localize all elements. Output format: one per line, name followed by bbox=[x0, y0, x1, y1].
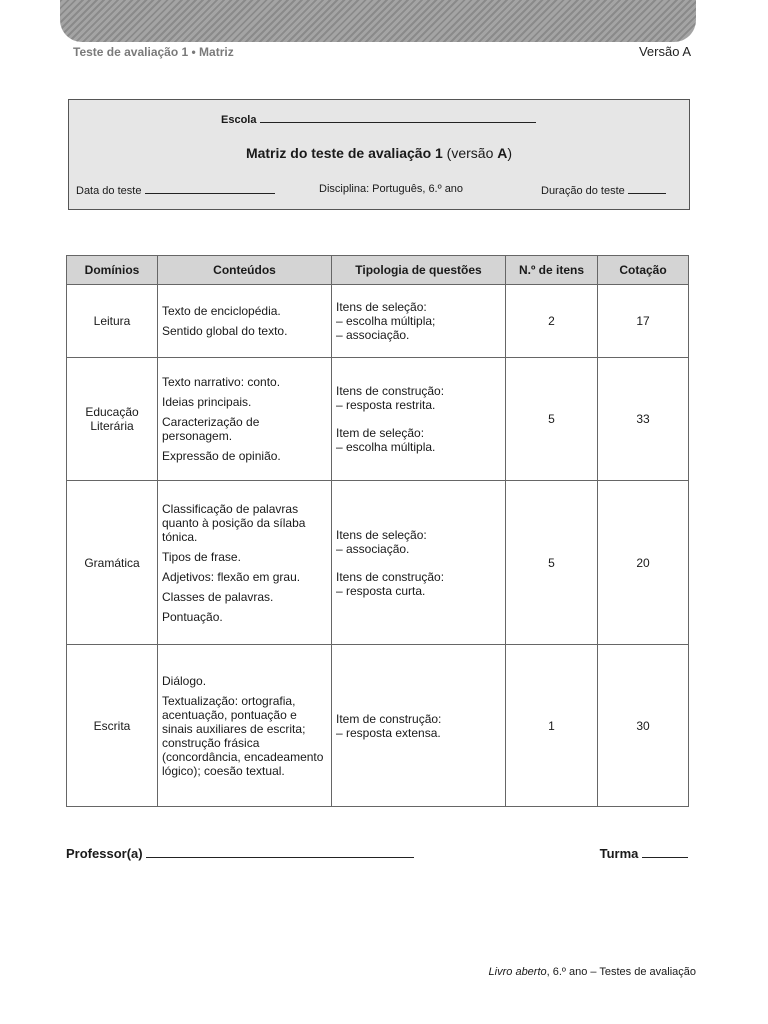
test-matrix-table bbox=[66, 255, 689, 807]
teacher-label: Professor(a) bbox=[66, 846, 143, 861]
typology-line: Item de construção: bbox=[336, 711, 442, 726]
matrix-title-open: (versão bbox=[442, 145, 498, 161]
class-blank-line bbox=[642, 847, 688, 858]
domain-cell: Escrita bbox=[67, 645, 158, 807]
typology-line: – resposta restrita. bbox=[336, 398, 436, 412]
running-head: Teste de avaliação 1 • Matriz bbox=[73, 45, 234, 59]
matrix-title-main: Matriz do teste de avaliação 1 bbox=[245, 145, 443, 161]
class-label: Turma bbox=[599, 846, 639, 861]
typology-line: – associação. bbox=[336, 328, 410, 342]
header-domains: Domínios bbox=[67, 256, 158, 285]
typology-block bbox=[336, 426, 501, 454]
class-field bbox=[600, 846, 688, 861]
school-label: Escola bbox=[221, 114, 257, 126]
typology-cell bbox=[332, 481, 506, 645]
version-label: Versão A bbox=[638, 44, 691, 59]
discipline-text: Disciplina: Português, 6.º ano bbox=[319, 183, 464, 195]
school-field bbox=[221, 112, 536, 126]
test-date-blank-line bbox=[145, 183, 275, 194]
matrix-title bbox=[69, 145, 689, 161]
typology-block bbox=[336, 570, 501, 598]
typology-line: Itens de construção: bbox=[336, 384, 445, 398]
score-cell: 20 bbox=[598, 481, 689, 645]
test-duration-label: Duração do teste bbox=[541, 185, 625, 197]
test-duration-blank-line bbox=[628, 183, 666, 194]
book-subtitle: , 6.º ano – Testes de avaliação bbox=[546, 966, 696, 978]
typology-block bbox=[336, 712, 501, 740]
book-credit bbox=[489, 966, 696, 978]
header-question-typology: Tipologia de questões bbox=[332, 256, 506, 285]
content-item: Texto narrativo: conto. bbox=[162, 375, 281, 389]
item-count-cell: 5 bbox=[506, 481, 598, 645]
score-cell: 33 bbox=[598, 358, 689, 481]
content-item: Pontuação. bbox=[162, 609, 223, 624]
content-item: Texto de enciclopédia. bbox=[162, 304, 281, 318]
typology-cell bbox=[332, 285, 506, 358]
header-item-count: N.º de itens bbox=[506, 256, 598, 285]
matrix-title-close: ) bbox=[507, 145, 513, 161]
contents-cell bbox=[158, 481, 332, 645]
school-blank-line bbox=[260, 112, 536, 123]
decorative-banner bbox=[60, 0, 696, 42]
contents-cell bbox=[158, 285, 332, 358]
content-item: Caracterização de personagem. bbox=[162, 415, 260, 443]
table-row-educacao-literaria bbox=[67, 358, 689, 481]
typology-block bbox=[336, 384, 501, 412]
contents-cell bbox=[158, 358, 332, 481]
typology-block bbox=[336, 528, 501, 556]
teacher-blank-line bbox=[146, 847, 414, 858]
contents-cell bbox=[158, 645, 332, 807]
test-header-box bbox=[68, 99, 690, 210]
content-item: Expressão de opinião. bbox=[162, 449, 281, 463]
typology-block bbox=[336, 300, 501, 342]
content-item: Diálogo. bbox=[162, 673, 207, 688]
typology-cell bbox=[332, 358, 506, 481]
book-title: Livro aberto bbox=[488, 966, 547, 978]
typology-line: – resposta extensa. bbox=[336, 725, 441, 740]
content-item: Adjetivos: flexão em grau. bbox=[162, 569, 301, 584]
content-item: Classes de palavras. bbox=[162, 589, 274, 604]
typology-cell bbox=[332, 645, 506, 807]
test-duration-field bbox=[541, 183, 666, 197]
domain-cell: Leitura bbox=[67, 285, 158, 358]
typology-line: – escolha múltipla. bbox=[336, 440, 436, 454]
typology-line: Item de seleção: bbox=[336, 426, 425, 440]
score-cell: 17 bbox=[598, 285, 689, 358]
test-date-label: Data do teste bbox=[76, 185, 142, 197]
typology-line: – resposta curta. bbox=[336, 583, 426, 598]
content-item: Sentido global do texto. bbox=[162, 324, 288, 338]
teacher-field bbox=[66, 846, 414, 861]
typology-line: Itens de seleção: bbox=[336, 300, 427, 314]
test-date-field bbox=[76, 183, 275, 197]
typology-line: – associação. bbox=[336, 541, 410, 556]
table-row-gramatica bbox=[67, 481, 689, 645]
table-header-row bbox=[67, 256, 689, 285]
content-item: Classificação de palavras quanto à posição da sílaba tónica. bbox=[162, 501, 306, 544]
typology-line: Itens de seleção: bbox=[336, 527, 427, 542]
item-count-cell: 5 bbox=[506, 358, 598, 481]
score-cell: 30 bbox=[598, 645, 689, 807]
header-score: Cotação bbox=[598, 256, 689, 285]
table-row-leitura bbox=[67, 285, 689, 358]
domain-cell: Educação Literária bbox=[67, 358, 158, 481]
content-item: Ideias principais. bbox=[162, 395, 252, 409]
domain-cell: Gramática bbox=[67, 481, 158, 645]
content-item: Tipos de frase. bbox=[162, 549, 241, 564]
table-row-escrita bbox=[67, 645, 689, 807]
matrix-title-version: A bbox=[497, 145, 508, 161]
content-item: Textualização: ortografia, acentuação, pontuação e sinais auxiliares de escrita; construção frásica (concordância, encadeamento lógico); coesão textual. bbox=[162, 693, 324, 778]
header-contents: Conteúdos bbox=[158, 256, 332, 285]
typology-line: Itens de construção: bbox=[336, 569, 445, 584]
typology-line: – escolha múltipla; bbox=[336, 314, 436, 328]
item-count-cell: 2 bbox=[506, 285, 598, 358]
item-count-cell: 1 bbox=[506, 645, 598, 807]
